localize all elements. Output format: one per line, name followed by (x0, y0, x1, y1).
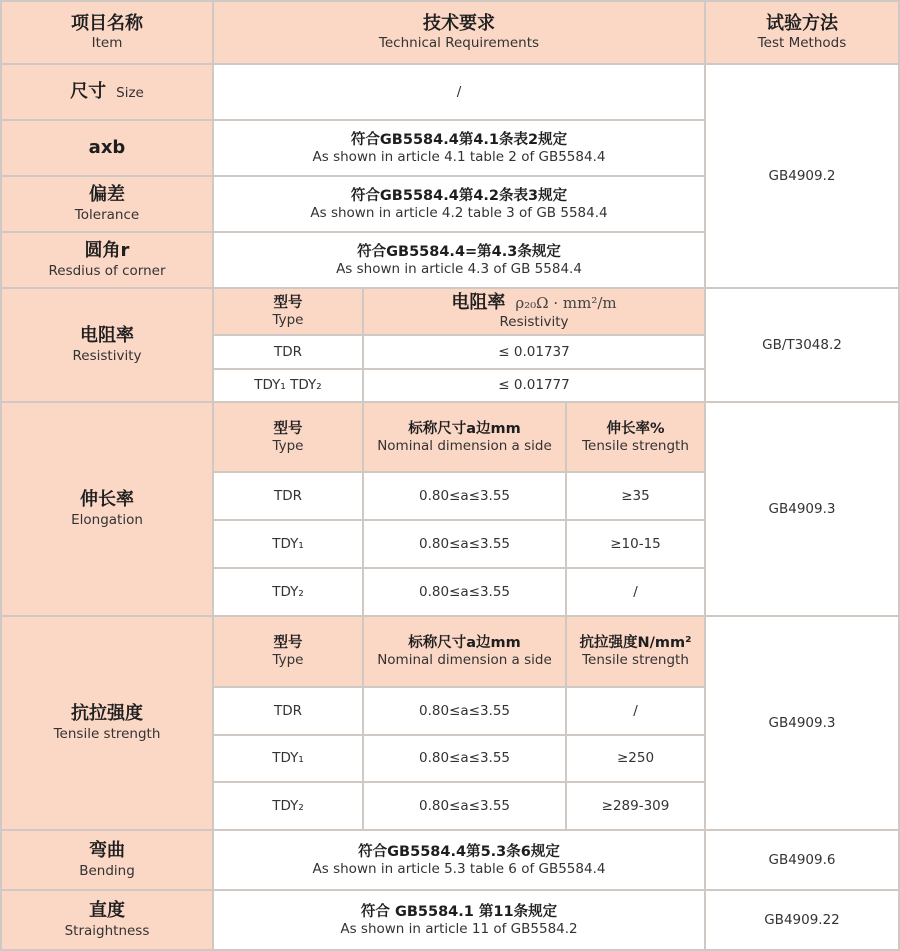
size-label-en: Size (116, 84, 144, 101)
resistivity-value-header (364, 289, 706, 336)
tensile-type-value: TDY₂ (272, 797, 304, 814)
elongation-row-value (567, 521, 706, 569)
resistivity-row-value (364, 370, 706, 403)
tensile-value: / (633, 702, 638, 719)
tensile-dim-value: 0.80≤a≤3.55 (418, 797, 510, 814)
elongation-val-en: Tensile strength (582, 437, 689, 454)
elongation-row-value (567, 569, 706, 617)
tensile-row-dim (364, 783, 567, 831)
tensile-dim-header (364, 617, 567, 688)
tensile-row-dim (364, 736, 567, 783)
elongation-row-type (214, 473, 364, 521)
elongation-label-en: Elongation (71, 511, 143, 528)
tensile-dim-value: 0.80≤a≤3.55 (418, 702, 510, 719)
bending-req-cell (214, 831, 706, 891)
resistivity-value: ≤ 0.01737 (498, 343, 570, 360)
bending-label-cn: 弯曲 (89, 840, 125, 862)
tensile-dim-cn: 标称尺寸a边mm (408, 635, 521, 651)
bending-method-cell (706, 831, 898, 891)
tensile-label-cell (2, 617, 214, 831)
corner-label-cn: 圆角r (84, 240, 130, 262)
axb-label: axb (88, 136, 126, 158)
tensile-label-en: Tensile strength (53, 725, 161, 742)
resistivity-row-value (364, 336, 706, 370)
resistivity-method-cell (706, 289, 898, 403)
straightness-req-en: As shown in article 11 of GB5584.2 (340, 920, 578, 937)
straightness-req-cn: 符合 GB5584.1 第11条规定 (360, 903, 558, 920)
resistivity-type-header (214, 289, 364, 336)
tensile-value: ≥250 (616, 750, 655, 767)
elongation-row-dim (364, 569, 567, 617)
bending-req-en: As shown in article 5.3 table 6 of GB5584.4 (312, 860, 606, 877)
tensile-type-cn: 型号 (273, 635, 303, 651)
elongation-row-value (567, 473, 706, 521)
elongation-type-value: TDR (273, 487, 303, 504)
tensile-label-cn: 抗拉强度 (71, 703, 143, 725)
tensile-row-value (567, 783, 706, 831)
axb-req-cell (214, 121, 706, 177)
elongation-val-cn: 伸长率% (606, 420, 665, 437)
straightness-label-cn: 直度 (89, 900, 125, 922)
bending-method: GB4909.6 (768, 851, 836, 868)
elongation-dim-en: Nominal dimension a side (377, 437, 552, 454)
header-item-cell (2, 2, 214, 65)
bending-req-cn: 符合GB5584.4第5.3条6规定 (358, 843, 560, 860)
header-requirements-cell (214, 2, 706, 65)
elongation-value: ≥35 (621, 487, 650, 504)
tolerance-req-en: As shown in article 4.2 table 3 of GB 5584.4 (310, 204, 608, 221)
axb-req-en: As shown in article 4.1 table 2 of GB5584.4 (312, 148, 606, 165)
size-value-cell (214, 65, 706, 121)
tolerance-label-cn: 偏差 (89, 184, 125, 206)
elongation-value: / (633, 583, 638, 600)
tensile-row-value (567, 688, 706, 736)
elongation-type-en: Type (272, 437, 304, 454)
tensile-type-value: TDR (273, 702, 303, 719)
corner-req-cn: 符合GB5584.4=第4.3条规定 (357, 243, 561, 260)
tolerance-label-en: Tolerance (74, 206, 140, 223)
resistivity-unit: ρ₂₀Ω · mm²/m (515, 293, 617, 312)
header-methods-en: Test Methods (757, 35, 847, 52)
tensile-method: GB4909.3 (768, 714, 836, 731)
elongation-method-cell (706, 403, 898, 617)
straightness-label-cell (2, 891, 214, 949)
axb-label-cell (2, 121, 214, 177)
tensile-row-value (567, 736, 706, 783)
corner-label-cell (2, 233, 214, 289)
elongation-method: GB4909.3 (768, 500, 836, 517)
header-requirements-cn: 技术要求 (423, 12, 495, 34)
straightness-req-cell (214, 891, 706, 949)
size-method-cell (706, 65, 898, 289)
header-methods-cell (706, 2, 898, 65)
tensile-row-type (214, 688, 364, 736)
resistivity-label-cn: 电阻率 (80, 325, 134, 347)
elongation-label-cell (2, 403, 214, 617)
elongation-label-cn: 伸长率 (80, 489, 134, 511)
size-method: GB4909.2 (768, 167, 836, 184)
tensile-row-type (214, 736, 364, 783)
resistivity-type-cn: 型号 (273, 295, 303, 311)
resistivity-value: ≤ 0.01777 (498, 377, 570, 394)
elongation-dim-value: 0.80≤a≤3.55 (418, 583, 510, 600)
elongation-type-cn: 型号 (273, 420, 303, 437)
resistivity-type-value: TDR (273, 343, 303, 360)
resistivity-type-value: TDY₁ TDY₂ (254, 377, 322, 394)
tensile-dim-value: 0.80≤a≤3.55 (418, 750, 510, 767)
resistivity-label-en: Resistivity (72, 347, 142, 364)
resistivity-header-cn: 电阻率 (451, 291, 506, 313)
tensile-type-en: Type (272, 652, 304, 669)
tensile-type-value: TDY₁ (272, 750, 304, 767)
tensile-dim-en: Nominal dimension a side (377, 652, 552, 669)
tensile-row-type (214, 783, 364, 831)
tensile-val-en: Tensile strength (582, 652, 689, 669)
size-value: / (456, 83, 462, 100)
resistivity-row-type (214, 370, 364, 403)
header-item-cn: 项目名称 (71, 12, 143, 34)
tensile-row-dim (364, 688, 567, 736)
header-requirements-en: Technical Requirements (378, 35, 540, 52)
elongation-type-header (214, 403, 364, 473)
bending-label-cell (2, 831, 214, 891)
tensile-val-cn: 抗拉强度N/mm² (579, 635, 692, 651)
resistivity-label-cell (2, 289, 214, 403)
elongation-row-type (214, 521, 364, 569)
elongation-type-value: TDY₂ (272, 583, 304, 600)
tensile-type-header (214, 617, 364, 688)
tensile-method-cell (706, 617, 898, 831)
elongation-row-dim (364, 521, 567, 569)
resistivity-method: GB/T3048.2 (762, 336, 842, 353)
elongation-dim-header (364, 403, 567, 473)
resistivity-type-en: Type (272, 312, 304, 329)
elongation-row-dim (364, 473, 567, 521)
corner-req-en: As shown in article 4.3 of GB 5584.4 (336, 260, 582, 277)
tolerance-req-cn: 符合GB5584.4第4.2条表3规定 (350, 187, 568, 204)
straightness-method-cell (706, 891, 898, 949)
bending-label-en: Bending (79, 862, 135, 879)
tensile-value-header (567, 617, 706, 688)
elongation-dim-value: 0.80≤a≤3.55 (418, 535, 510, 552)
resistivity-header-en: Resistivity (499, 314, 569, 331)
elongation-value-header (567, 403, 706, 473)
corner-req-cell (214, 233, 706, 289)
elongation-dim-cn: 标称尺寸a边mm (408, 420, 521, 437)
size-label-cn: 尺寸 (70, 80, 107, 102)
elongation-value: ≥10-15 (610, 535, 661, 552)
size-label-cell (2, 65, 214, 121)
straightness-method: GB4909.22 (764, 911, 840, 928)
elongation-dim-value: 0.80≤a≤3.55 (418, 487, 510, 504)
straightness-label-en: Straightness (64, 922, 150, 939)
tolerance-req-cell (214, 177, 706, 233)
header-methods-cn: 试验方法 (766, 12, 838, 34)
elongation-row-type (214, 569, 364, 617)
resistivity-row-type (214, 336, 364, 370)
elongation-type-value: TDY₁ (272, 535, 304, 552)
tolerance-label-cell (2, 177, 214, 233)
tensile-value: ≥289-309 (601, 797, 670, 814)
axb-req-cn: 符合GB5584.4第4.1条表2规定 (350, 131, 568, 148)
corner-label-en: Resdius of corner (48, 262, 166, 279)
header-item-en: Item (91, 35, 123, 52)
